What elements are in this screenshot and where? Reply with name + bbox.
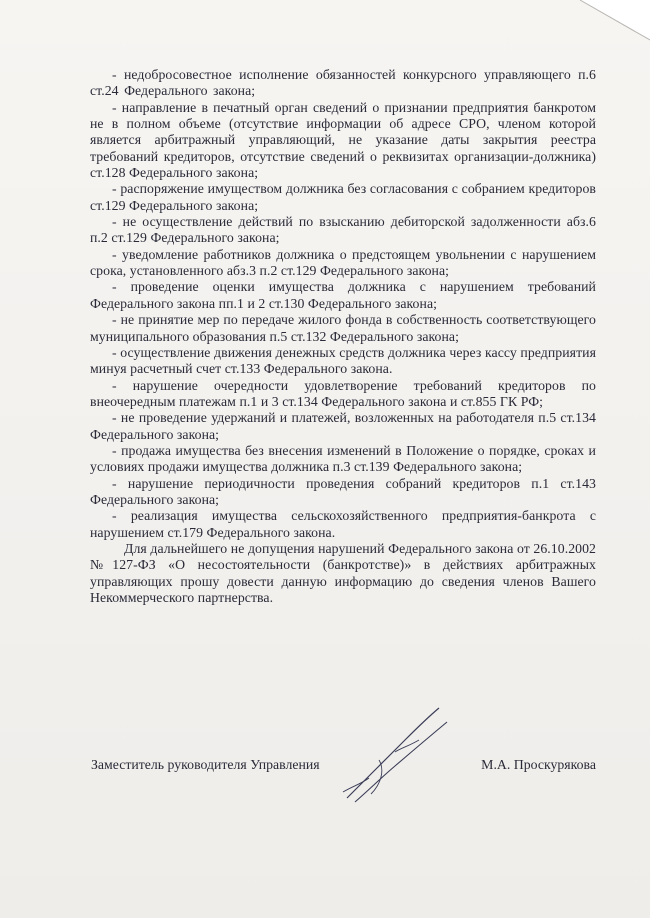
signer-name: М.А. Проскурякова xyxy=(481,757,596,772)
closing-paragraph: Для дальнейшего не допущения нарушений Федерального закона от 26.10.2002 №127-ФЗ «О несостоятельности (банкротстве)» в действиях арбитражных управляющих прошу довести данную информацию до сведения членов Вашего Некоммерческого партнерства. xyxy=(90,540,596,605)
violation-item: - не принятие мер по передаче жилого фонда в собственность соответствующего муниципального образования п.5 ст.132 Федерального закона; xyxy=(90,312,596,344)
violation-item: - не проведение удержаний и платежей, возложенных на работодателя п.5 ст.134 Федерального закона; xyxy=(90,410,596,442)
violation-item: - уведомление работников должника о предстоящем увольнении с нарушением срока, установленного абз.3 п.2 ст.129 Федерального закона; xyxy=(90,246,596,279)
violation-item: - направление в печатный орган сведений о признании предприятия банкротом не в полном объеме (отсутствие информации об адресе СРО, членом которой является арбитражный управляющий, не указание даты закрытия реестра требований кредиторов, отсутствие сведений о реквизитах организации-должника) ст.128 Федерального закона; xyxy=(90,99,596,181)
violation-item: - недобросовестное исполнение обязанностей конкурсного управляющего п.6 ст.24 Федерального закона; xyxy=(90,67,596,99)
handwritten-signature xyxy=(335,700,455,810)
signer-title: Заместитель руководителя Управления xyxy=(91,757,320,772)
violation-item: - проведение оценки имущества должника с нарушением требований Федерального закона пп.1 и 2 ст.130 Федерального закона; xyxy=(90,279,596,311)
violation-item: - продажа имущества без внесения изменений в Положение о порядке, сроках и условиях продажи имущества должника п.3 ст.139 Федерального закона; xyxy=(90,442,596,475)
violation-item: - реализация имущества сельскохозяйственного предприятия-банкрота с нарушением ст.179 Федерального закона. xyxy=(90,508,596,540)
page-corner-fold xyxy=(540,0,650,60)
violation-item: - нарушение периодичности проведения собраний кредиторов п.1 ст.143 Федерального закона; xyxy=(90,475,596,507)
violation-item: - нарушение очередности удовлетворение требований кредиторов по внеочередным платежам п.1 и 3 ст.134 Федерального закона и ст.855 ГК РФ; xyxy=(90,377,596,409)
violation-item: - осуществление движения денежных средств должника через кассу предприятия минуя расчетный счет ст.133 Федерального закона. xyxy=(90,344,596,377)
signature-block xyxy=(91,757,596,777)
violation-item: - не осуществление действий по взысканию дебиторской задолженности абз.6 п.2 ст.129 Федерального закона; xyxy=(90,214,596,246)
violation-item: - распоряжение имуществом должника без согласования с собранием кредиторов ст.129 Федерального закона; xyxy=(90,181,596,213)
document-body xyxy=(90,67,596,606)
